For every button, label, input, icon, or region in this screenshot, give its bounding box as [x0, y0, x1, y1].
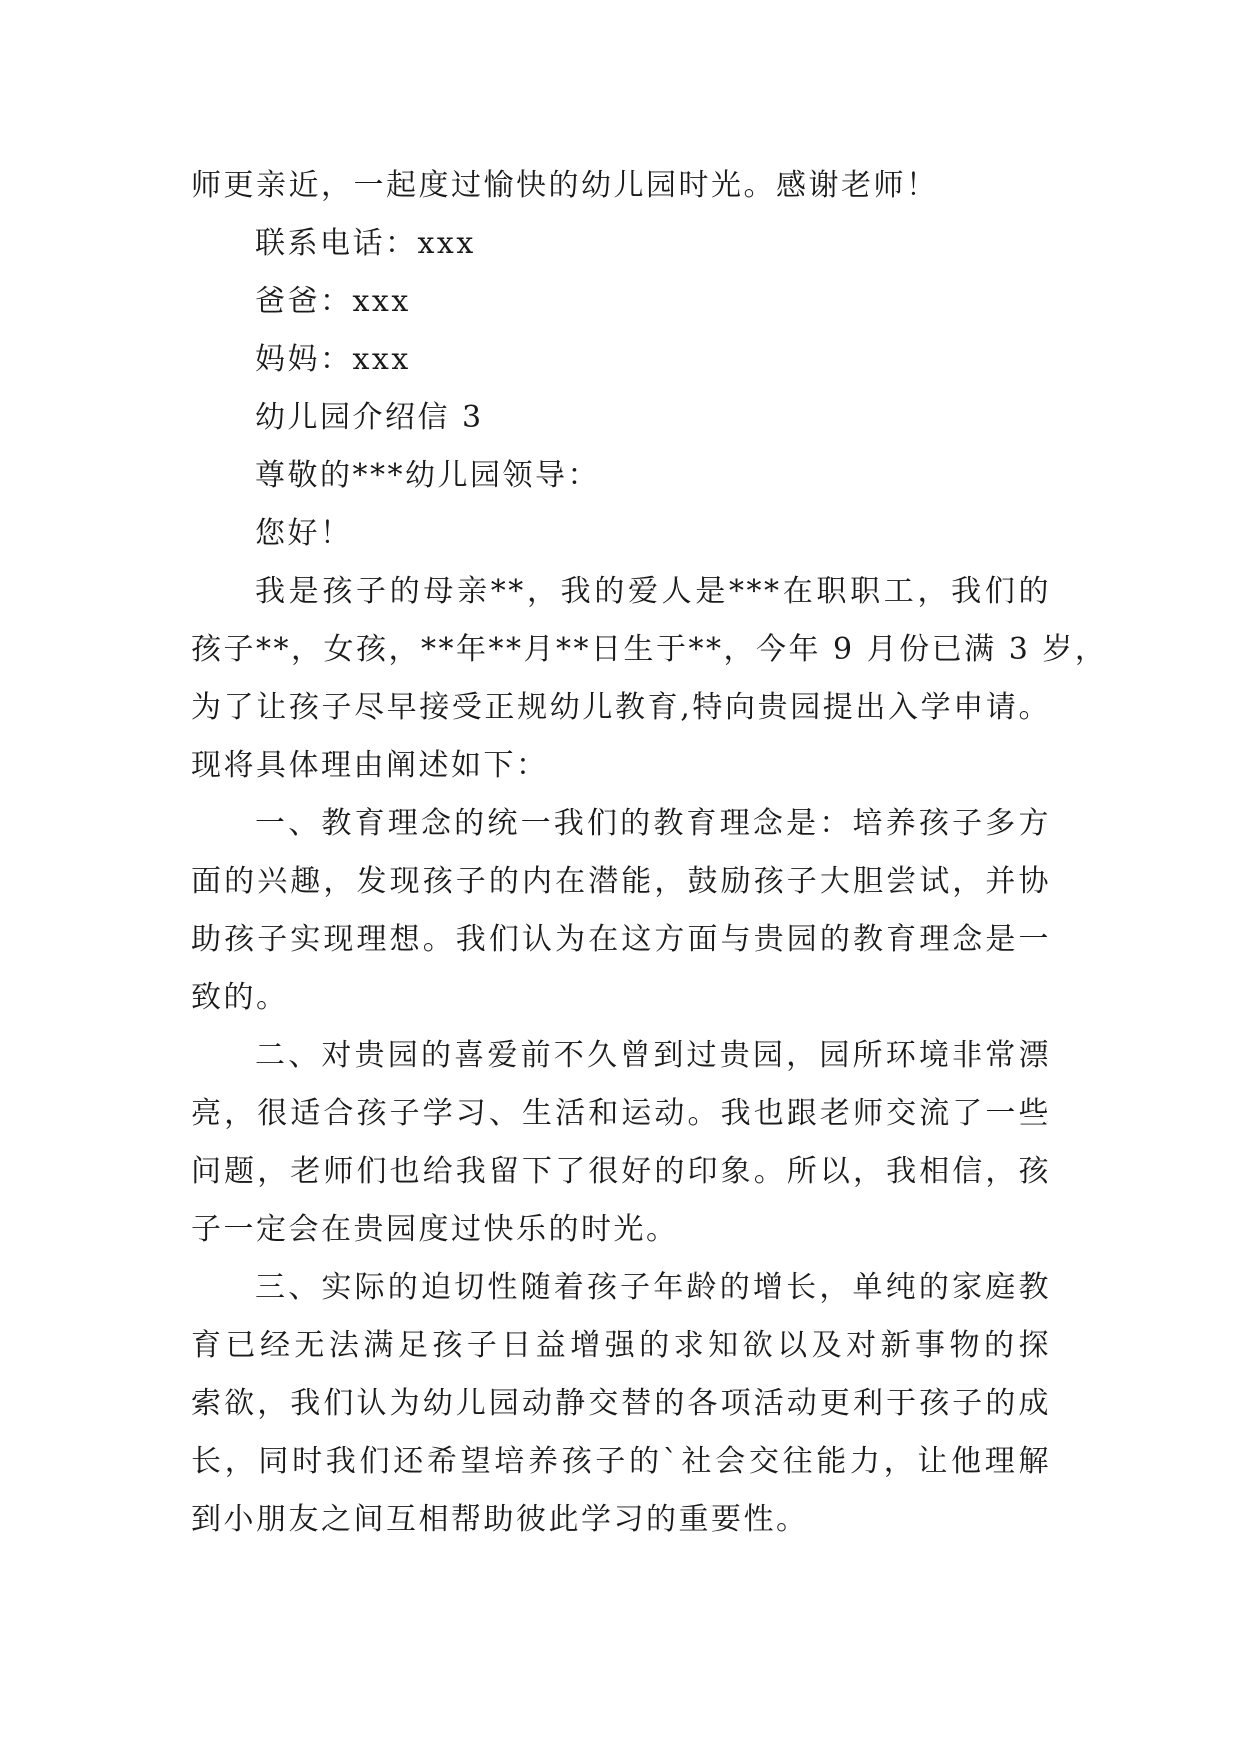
text-line: 我是孩子的母亲**，我的爱人是***在职职工，我们的 [255, 574, 1051, 609]
text-line: 现将具体理由阐述如下： [191, 748, 549, 783]
text-line: 索欲，我们认为幼儿园动静交替的各项活动更利于孩子的成 [191, 1386, 1051, 1421]
text-line: 师更亲近，一起度过愉快的幼儿园时光。感谢老师！ [191, 168, 939, 203]
text-line: 长，同时我们还希望培养孩子的`社会交往能力，让他理解 [191, 1444, 1051, 1479]
text-line: 到小朋友之间互相帮助彼此学习的重要性。 [191, 1502, 809, 1537]
text-line: 孩子**，女孩，**年**月**日生于**，今年 9 月份已满 3 岁， [191, 632, 1108, 667]
text-line: 亮，很适合孩子学习、生活和运动。我也跟老师交流了一些 [191, 1096, 1051, 1131]
text-line: 问题，老师们也给我留下了很好的印象。所以，我相信，孩 [191, 1154, 1051, 1189]
text-line: 面的兴趣，发现孩子的内在潜能，鼓励孩子大胆尝试，并协 [191, 864, 1051, 899]
document-body [191, 157, 1108, 1549]
text-line: 一、教育理念的统一我们的教育理念是：培养孩子多方 [255, 806, 1051, 841]
text-line: 尊敬的***幼儿园领导： [255, 458, 600, 493]
text-line: 联系电话：xxx [255, 226, 476, 261]
text-line: 致的。 [191, 980, 289, 1015]
text-line: 为了让孩子尽早接受正规幼儿教育,特向贵园提出入学申请。 [191, 690, 1051, 725]
text-line: 您好！ [255, 516, 353, 551]
text-line: 育已经无法满足孩子日益增强的求知欲以及对新事物的探 [191, 1328, 1051, 1363]
text-line: 三、实际的迫切性随着孩子年龄的增长，单纯的家庭教 [255, 1270, 1051, 1305]
text-line: 二、对贵园的喜爱前不久曾到过贵园，园所环境非常漂 [255, 1038, 1051, 1073]
text-line: 助孩子实现理想。我们认为在这方面与贵园的教育理念是一 [191, 922, 1051, 957]
text-line: 妈妈：xxx [255, 342, 411, 377]
text-line: 爸爸：xxx [255, 284, 411, 319]
text-line: 幼儿园介绍信 3 [255, 400, 484, 435]
text-line: 子一定会在贵园度过快乐的时光。 [191, 1212, 679, 1247]
